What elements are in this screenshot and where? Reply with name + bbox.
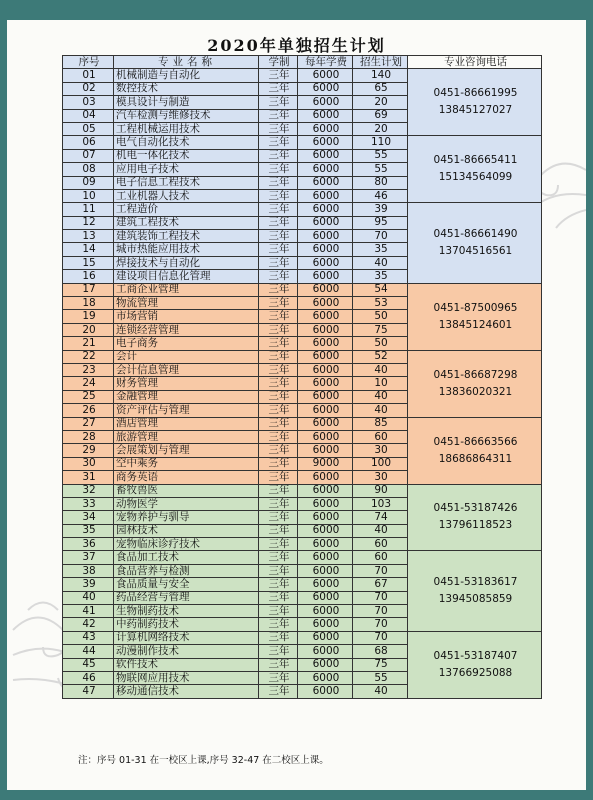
row-duration: 三年 xyxy=(259,377,298,390)
table-row xyxy=(63,350,542,363)
row-no: 08 xyxy=(63,163,114,176)
row-duration: 三年 xyxy=(259,524,298,537)
row-major: 会展策划与管理 xyxy=(114,444,259,457)
row-quota: 75 xyxy=(353,658,408,671)
header-phone: 专业咨询电话 xyxy=(408,56,542,69)
row-fee: 6000 xyxy=(298,243,353,256)
row-no: 04 xyxy=(63,109,114,122)
row-major: 焊接技术与自动化 xyxy=(114,256,259,269)
row-major: 财务管理 xyxy=(114,377,259,390)
row-fee: 6000 xyxy=(298,605,353,618)
row-major: 金融管理 xyxy=(114,390,259,403)
consult-phone-cell xyxy=(408,551,542,631)
row-duration: 三年 xyxy=(259,591,298,604)
row-major: 酒店管理 xyxy=(114,417,259,430)
row-duration: 三年 xyxy=(259,497,298,510)
row-fee: 6000 xyxy=(298,310,353,323)
consult-phone-landline: 0451-86661490 xyxy=(433,227,518,240)
row-quota: 20 xyxy=(353,122,408,135)
row-fee: 6000 xyxy=(298,564,353,577)
row-duration: 三年 xyxy=(259,243,298,256)
row-quota: 70 xyxy=(353,618,408,631)
consult-phone-landline: 0451-87500965 xyxy=(433,301,518,314)
row-duration: 三年 xyxy=(259,256,298,269)
row-fee: 6000 xyxy=(298,297,353,310)
row-quota: 40 xyxy=(353,524,408,537)
row-duration: 三年 xyxy=(259,390,298,403)
row-duration: 三年 xyxy=(259,671,298,684)
consult-phone-cell xyxy=(408,69,542,136)
row-fee: 6000 xyxy=(298,551,353,564)
row-fee: 6000 xyxy=(298,136,353,149)
row-fee: 6000 xyxy=(298,511,353,524)
row-no: 20 xyxy=(63,323,114,336)
row-major: 汽车检测与维修技术 xyxy=(114,109,259,122)
row-no: 37 xyxy=(63,551,114,564)
row-major: 工程造价 xyxy=(114,203,259,216)
row-quota: 52 xyxy=(353,350,408,363)
row-duration: 三年 xyxy=(259,337,298,350)
row-fee: 6000 xyxy=(298,256,353,269)
table-row xyxy=(63,551,542,564)
row-quota: 10 xyxy=(353,377,408,390)
row-quota: 60 xyxy=(353,538,408,551)
consult-phone-mobile: 13845124601 xyxy=(438,318,513,331)
row-duration: 三年 xyxy=(259,551,298,564)
row-quota: 40 xyxy=(353,404,408,417)
row-duration: 三年 xyxy=(259,618,298,631)
row-no: 22 xyxy=(63,350,114,363)
row-major: 食品质量与安全 xyxy=(114,578,259,591)
row-quota: 39 xyxy=(353,203,408,216)
row-no: 41 xyxy=(63,605,114,618)
row-duration: 三年 xyxy=(259,658,298,671)
row-no: 38 xyxy=(63,564,114,577)
row-duration: 三年 xyxy=(259,538,298,551)
consult-phone-cell xyxy=(408,631,542,698)
row-major: 工程机械运用技术 xyxy=(114,122,259,135)
row-fee: 9000 xyxy=(298,457,353,470)
row-no: 09 xyxy=(63,176,114,189)
row-major: 中药制药技术 xyxy=(114,618,259,631)
row-quota: 30 xyxy=(353,471,408,484)
row-no: 40 xyxy=(63,591,114,604)
consult-phone-cell xyxy=(408,283,542,350)
row-duration: 三年 xyxy=(259,310,298,323)
row-quota: 55 xyxy=(353,671,408,684)
row-fee: 6000 xyxy=(298,591,353,604)
row-no: 15 xyxy=(63,256,114,269)
row-major: 食品加工技术 xyxy=(114,551,259,564)
row-duration: 三年 xyxy=(259,163,298,176)
consult-phone-landline: 0451-53187407 xyxy=(433,649,518,662)
row-no: 02 xyxy=(63,82,114,95)
row-no: 25 xyxy=(63,390,114,403)
row-major: 市场营销 xyxy=(114,310,259,323)
row-no: 11 xyxy=(63,203,114,216)
row-duration: 三年 xyxy=(259,176,298,189)
row-major: 物流管理 xyxy=(114,297,259,310)
row-quota: 55 xyxy=(353,149,408,162)
row-quota: 100 xyxy=(353,457,408,470)
row-duration: 三年 xyxy=(259,645,298,658)
row-duration: 三年 xyxy=(259,430,298,443)
row-fee: 6000 xyxy=(298,538,353,551)
row-major: 工业机器人技术 xyxy=(114,189,259,202)
row-quota: 85 xyxy=(353,417,408,430)
row-no: 14 xyxy=(63,243,114,256)
table-row xyxy=(63,136,542,149)
row-duration: 三年 xyxy=(259,149,298,162)
row-quota: 110 xyxy=(353,136,408,149)
consult-phone-cell xyxy=(408,203,542,283)
row-fee: 6000 xyxy=(298,631,353,644)
row-quota: 90 xyxy=(353,484,408,497)
row-no: 42 xyxy=(63,618,114,631)
row-fee: 6000 xyxy=(298,484,353,497)
row-major: 资产评估与管理 xyxy=(114,404,259,417)
row-no: 45 xyxy=(63,658,114,671)
row-duration: 三年 xyxy=(259,96,298,109)
table-row xyxy=(63,203,542,216)
consult-phone-mobile: 13704516561 xyxy=(438,244,513,257)
row-no: 44 xyxy=(63,645,114,658)
row-no: 30 xyxy=(63,457,114,470)
consult-phone-mobile: 13766925088 xyxy=(438,666,513,679)
row-no: 12 xyxy=(63,216,114,229)
row-duration: 三年 xyxy=(259,230,298,243)
row-duration: 三年 xyxy=(259,69,298,82)
row-duration: 三年 xyxy=(259,82,298,95)
consult-phone-cell xyxy=(408,136,542,203)
row-no: 27 xyxy=(63,417,114,430)
row-duration: 三年 xyxy=(259,564,298,577)
row-no: 47 xyxy=(63,685,114,698)
row-major: 数控技术 xyxy=(114,82,259,95)
row-quota: 74 xyxy=(353,511,408,524)
row-duration: 三年 xyxy=(259,297,298,310)
row-no: 34 xyxy=(63,511,114,524)
row-major: 电子商务 xyxy=(114,337,259,350)
row-quota: 70 xyxy=(353,591,408,604)
row-duration: 三年 xyxy=(259,457,298,470)
row-no: 35 xyxy=(63,524,114,537)
row-fee: 6000 xyxy=(298,283,353,296)
row-duration: 三年 xyxy=(259,136,298,149)
row-fee: 6000 xyxy=(298,69,353,82)
row-quota: 20 xyxy=(353,96,408,109)
row-major: 物联网应用技术 xyxy=(114,671,259,684)
row-no: 10 xyxy=(63,189,114,202)
row-fee: 6000 xyxy=(298,323,353,336)
row-no: 07 xyxy=(63,149,114,162)
row-fee: 6000 xyxy=(298,578,353,591)
row-fee: 6000 xyxy=(298,363,353,376)
row-major: 城市热能应用技术 xyxy=(114,243,259,256)
row-fee: 6000 xyxy=(298,404,353,417)
consult-phone-mobile: 13796118523 xyxy=(438,519,513,532)
row-fee: 6000 xyxy=(298,524,353,537)
header-fee: 每年学费 xyxy=(298,56,353,69)
row-major: 建筑工程技术 xyxy=(114,216,259,229)
row-major: 会计 xyxy=(114,350,259,363)
row-no: 19 xyxy=(63,310,114,323)
row-fee: 6000 xyxy=(298,645,353,658)
consult-phone-cell xyxy=(408,350,542,417)
row-major: 药品经营与管理 xyxy=(114,591,259,604)
enrollment-table xyxy=(62,55,542,699)
consult-phone-landline: 0451-53187426 xyxy=(433,502,518,515)
row-major: 建设项目信息化管理 xyxy=(114,270,259,283)
row-fee: 6000 xyxy=(298,122,353,135)
page-title: 2020年单独招生计划 xyxy=(207,36,386,55)
row-quota: 40 xyxy=(353,390,408,403)
row-fee: 6000 xyxy=(298,109,353,122)
row-duration: 三年 xyxy=(259,417,298,430)
consult-phone-landline: 0451-86663566 xyxy=(433,435,518,448)
row-major: 连锁经营管理 xyxy=(114,323,259,336)
row-quota: 54 xyxy=(353,283,408,296)
row-fee: 6000 xyxy=(298,471,353,484)
row-major: 畜牧兽医 xyxy=(114,484,259,497)
row-major: 机械制造与自动化 xyxy=(114,69,259,82)
row-quota: 50 xyxy=(353,310,408,323)
table-row xyxy=(63,69,542,82)
table-row xyxy=(63,283,542,296)
row-duration: 三年 xyxy=(259,109,298,122)
row-duration: 三年 xyxy=(259,363,298,376)
consult-phone-cell xyxy=(408,417,542,484)
row-fee: 6000 xyxy=(298,203,353,216)
row-no: 18 xyxy=(63,297,114,310)
row-quota: 35 xyxy=(353,243,408,256)
row-duration: 三年 xyxy=(259,578,298,591)
row-fee: 6000 xyxy=(298,430,353,443)
row-major: 商务英语 xyxy=(114,471,259,484)
row-fee: 6000 xyxy=(298,189,353,202)
row-no: 23 xyxy=(63,363,114,376)
row-quota: 75 xyxy=(353,323,408,336)
row-duration: 三年 xyxy=(259,471,298,484)
row-quota: 35 xyxy=(353,270,408,283)
row-major: 园林技术 xyxy=(114,524,259,537)
row-major: 会计信息管理 xyxy=(114,363,259,376)
row-duration: 三年 xyxy=(259,404,298,417)
row-no: 21 xyxy=(63,337,114,350)
row-major: 模具设计与制造 xyxy=(114,96,259,109)
row-fee: 6000 xyxy=(298,96,353,109)
row-major: 计算机网络技术 xyxy=(114,631,259,644)
row-fee: 6000 xyxy=(298,163,353,176)
row-quota: 40 xyxy=(353,363,408,376)
row-fee: 6000 xyxy=(298,685,353,698)
row-major: 食品营养与检测 xyxy=(114,564,259,577)
row-no: 39 xyxy=(63,578,114,591)
row-quota: 40 xyxy=(353,685,408,698)
row-major: 空中乘务 xyxy=(114,457,259,470)
row-major: 旅游管理 xyxy=(114,430,259,443)
row-major: 宠物临床诊疗技术 xyxy=(114,538,259,551)
row-quota: 55 xyxy=(353,163,408,176)
row-duration: 三年 xyxy=(259,323,298,336)
row-quota: 60 xyxy=(353,551,408,564)
row-no: 13 xyxy=(63,230,114,243)
table-row xyxy=(63,417,542,430)
row-duration: 三年 xyxy=(259,631,298,644)
row-quota: 70 xyxy=(353,631,408,644)
row-no: 32 xyxy=(63,484,114,497)
row-major: 移动通信技术 xyxy=(114,685,259,698)
row-duration: 三年 xyxy=(259,203,298,216)
row-quota: 103 xyxy=(353,497,408,510)
consult-phone-landline: 0451-86665411 xyxy=(433,154,518,167)
row-quota: 50 xyxy=(353,337,408,350)
row-no: 43 xyxy=(63,631,114,644)
consult-phone-landline: 0451-53183617 xyxy=(433,576,518,589)
row-duration: 三年 xyxy=(259,350,298,363)
row-major: 动漫制作技术 xyxy=(114,645,259,658)
row-duration: 三年 xyxy=(259,122,298,135)
row-no: 26 xyxy=(63,404,114,417)
row-major: 建筑装饰工程技术 xyxy=(114,230,259,243)
row-quota: 60 xyxy=(353,430,408,443)
row-quota: 140 xyxy=(353,69,408,82)
row-no: 29 xyxy=(63,444,114,457)
row-no: 16 xyxy=(63,270,114,283)
consult-phone-mobile: 13836020321 xyxy=(438,385,513,398)
row-fee: 6000 xyxy=(298,658,353,671)
row-quota: 30 xyxy=(353,444,408,457)
row-quota: 68 xyxy=(353,645,408,658)
row-fee: 6000 xyxy=(298,230,353,243)
table-header-row xyxy=(63,56,542,69)
row-no: 24 xyxy=(63,377,114,390)
row-quota: 70 xyxy=(353,230,408,243)
consult-phone-mobile: 18686864311 xyxy=(438,452,513,465)
row-major: 电子信息工程技术 xyxy=(114,176,259,189)
row-quota: 69 xyxy=(353,109,408,122)
row-major: 动物医学 xyxy=(114,497,259,510)
row-fee: 6000 xyxy=(298,390,353,403)
row-fee: 6000 xyxy=(298,216,353,229)
row-quota: 40 xyxy=(353,256,408,269)
row-no: 17 xyxy=(63,283,114,296)
row-fee: 6000 xyxy=(298,337,353,350)
row-quota: 65 xyxy=(353,82,408,95)
row-duration: 三年 xyxy=(259,484,298,497)
row-fee: 6000 xyxy=(298,176,353,189)
row-no: 46 xyxy=(63,671,114,684)
row-no: 33 xyxy=(63,497,114,510)
row-major: 工商企业管理 xyxy=(114,283,259,296)
row-fee: 6000 xyxy=(298,82,353,95)
row-fee: 6000 xyxy=(298,350,353,363)
row-quota: 95 xyxy=(353,216,408,229)
header-major: 专业名称 xyxy=(114,56,259,69)
row-duration: 三年 xyxy=(259,216,298,229)
row-quota: 53 xyxy=(353,297,408,310)
row-fee: 6000 xyxy=(298,149,353,162)
consult-phone-landline: 0451-86687298 xyxy=(433,368,518,381)
header-quota: 招生计划 xyxy=(353,56,408,69)
footnote: 注：序号 01-31 在一校区上课,序号 32-47 在二校区上课。 xyxy=(78,755,329,766)
table-row xyxy=(63,484,542,497)
row-major: 机电一体化技术 xyxy=(114,149,259,162)
row-fee: 6000 xyxy=(298,444,353,457)
header-duration: 学制 xyxy=(259,56,298,69)
row-duration: 三年 xyxy=(259,511,298,524)
row-quota: 46 xyxy=(353,189,408,202)
row-duration: 三年 xyxy=(259,270,298,283)
row-fee: 6000 xyxy=(298,618,353,631)
consult-phone-cell xyxy=(408,484,542,551)
row-no: 31 xyxy=(63,471,114,484)
row-fee: 6000 xyxy=(298,377,353,390)
row-fee: 6000 xyxy=(298,671,353,684)
row-major: 宠物养护与驯导 xyxy=(114,511,259,524)
row-quota: 70 xyxy=(353,605,408,618)
table-row xyxy=(63,631,542,644)
row-major: 应用电子技术 xyxy=(114,163,259,176)
row-no: 06 xyxy=(63,136,114,149)
consult-phone-mobile: 13845127027 xyxy=(438,104,513,117)
row-quota: 80 xyxy=(353,176,408,189)
row-no: 28 xyxy=(63,430,114,443)
row-fee: 6000 xyxy=(298,497,353,510)
row-no: 36 xyxy=(63,538,114,551)
row-fee: 6000 xyxy=(298,417,353,430)
row-no: 01 xyxy=(63,69,114,82)
header-no: 序号 xyxy=(63,56,114,69)
consult-phone-landline: 0451-86661995 xyxy=(433,87,518,100)
consult-phone-mobile: 15134564099 xyxy=(438,171,513,184)
row-duration: 三年 xyxy=(259,685,298,698)
row-duration: 三年 xyxy=(259,189,298,202)
row-quota: 70 xyxy=(353,564,408,577)
row-major: 生物制药技术 xyxy=(114,605,259,618)
row-duration: 三年 xyxy=(259,283,298,296)
row-no: 03 xyxy=(63,96,114,109)
row-duration: 三年 xyxy=(259,605,298,618)
row-major: 电气自动化技术 xyxy=(114,136,259,149)
row-fee: 6000 xyxy=(298,270,353,283)
row-duration: 三年 xyxy=(259,444,298,457)
row-major: 软件技术 xyxy=(114,658,259,671)
row-quota: 67 xyxy=(353,578,408,591)
consult-phone-mobile: 13945085859 xyxy=(438,593,513,606)
row-no: 05 xyxy=(63,122,114,135)
